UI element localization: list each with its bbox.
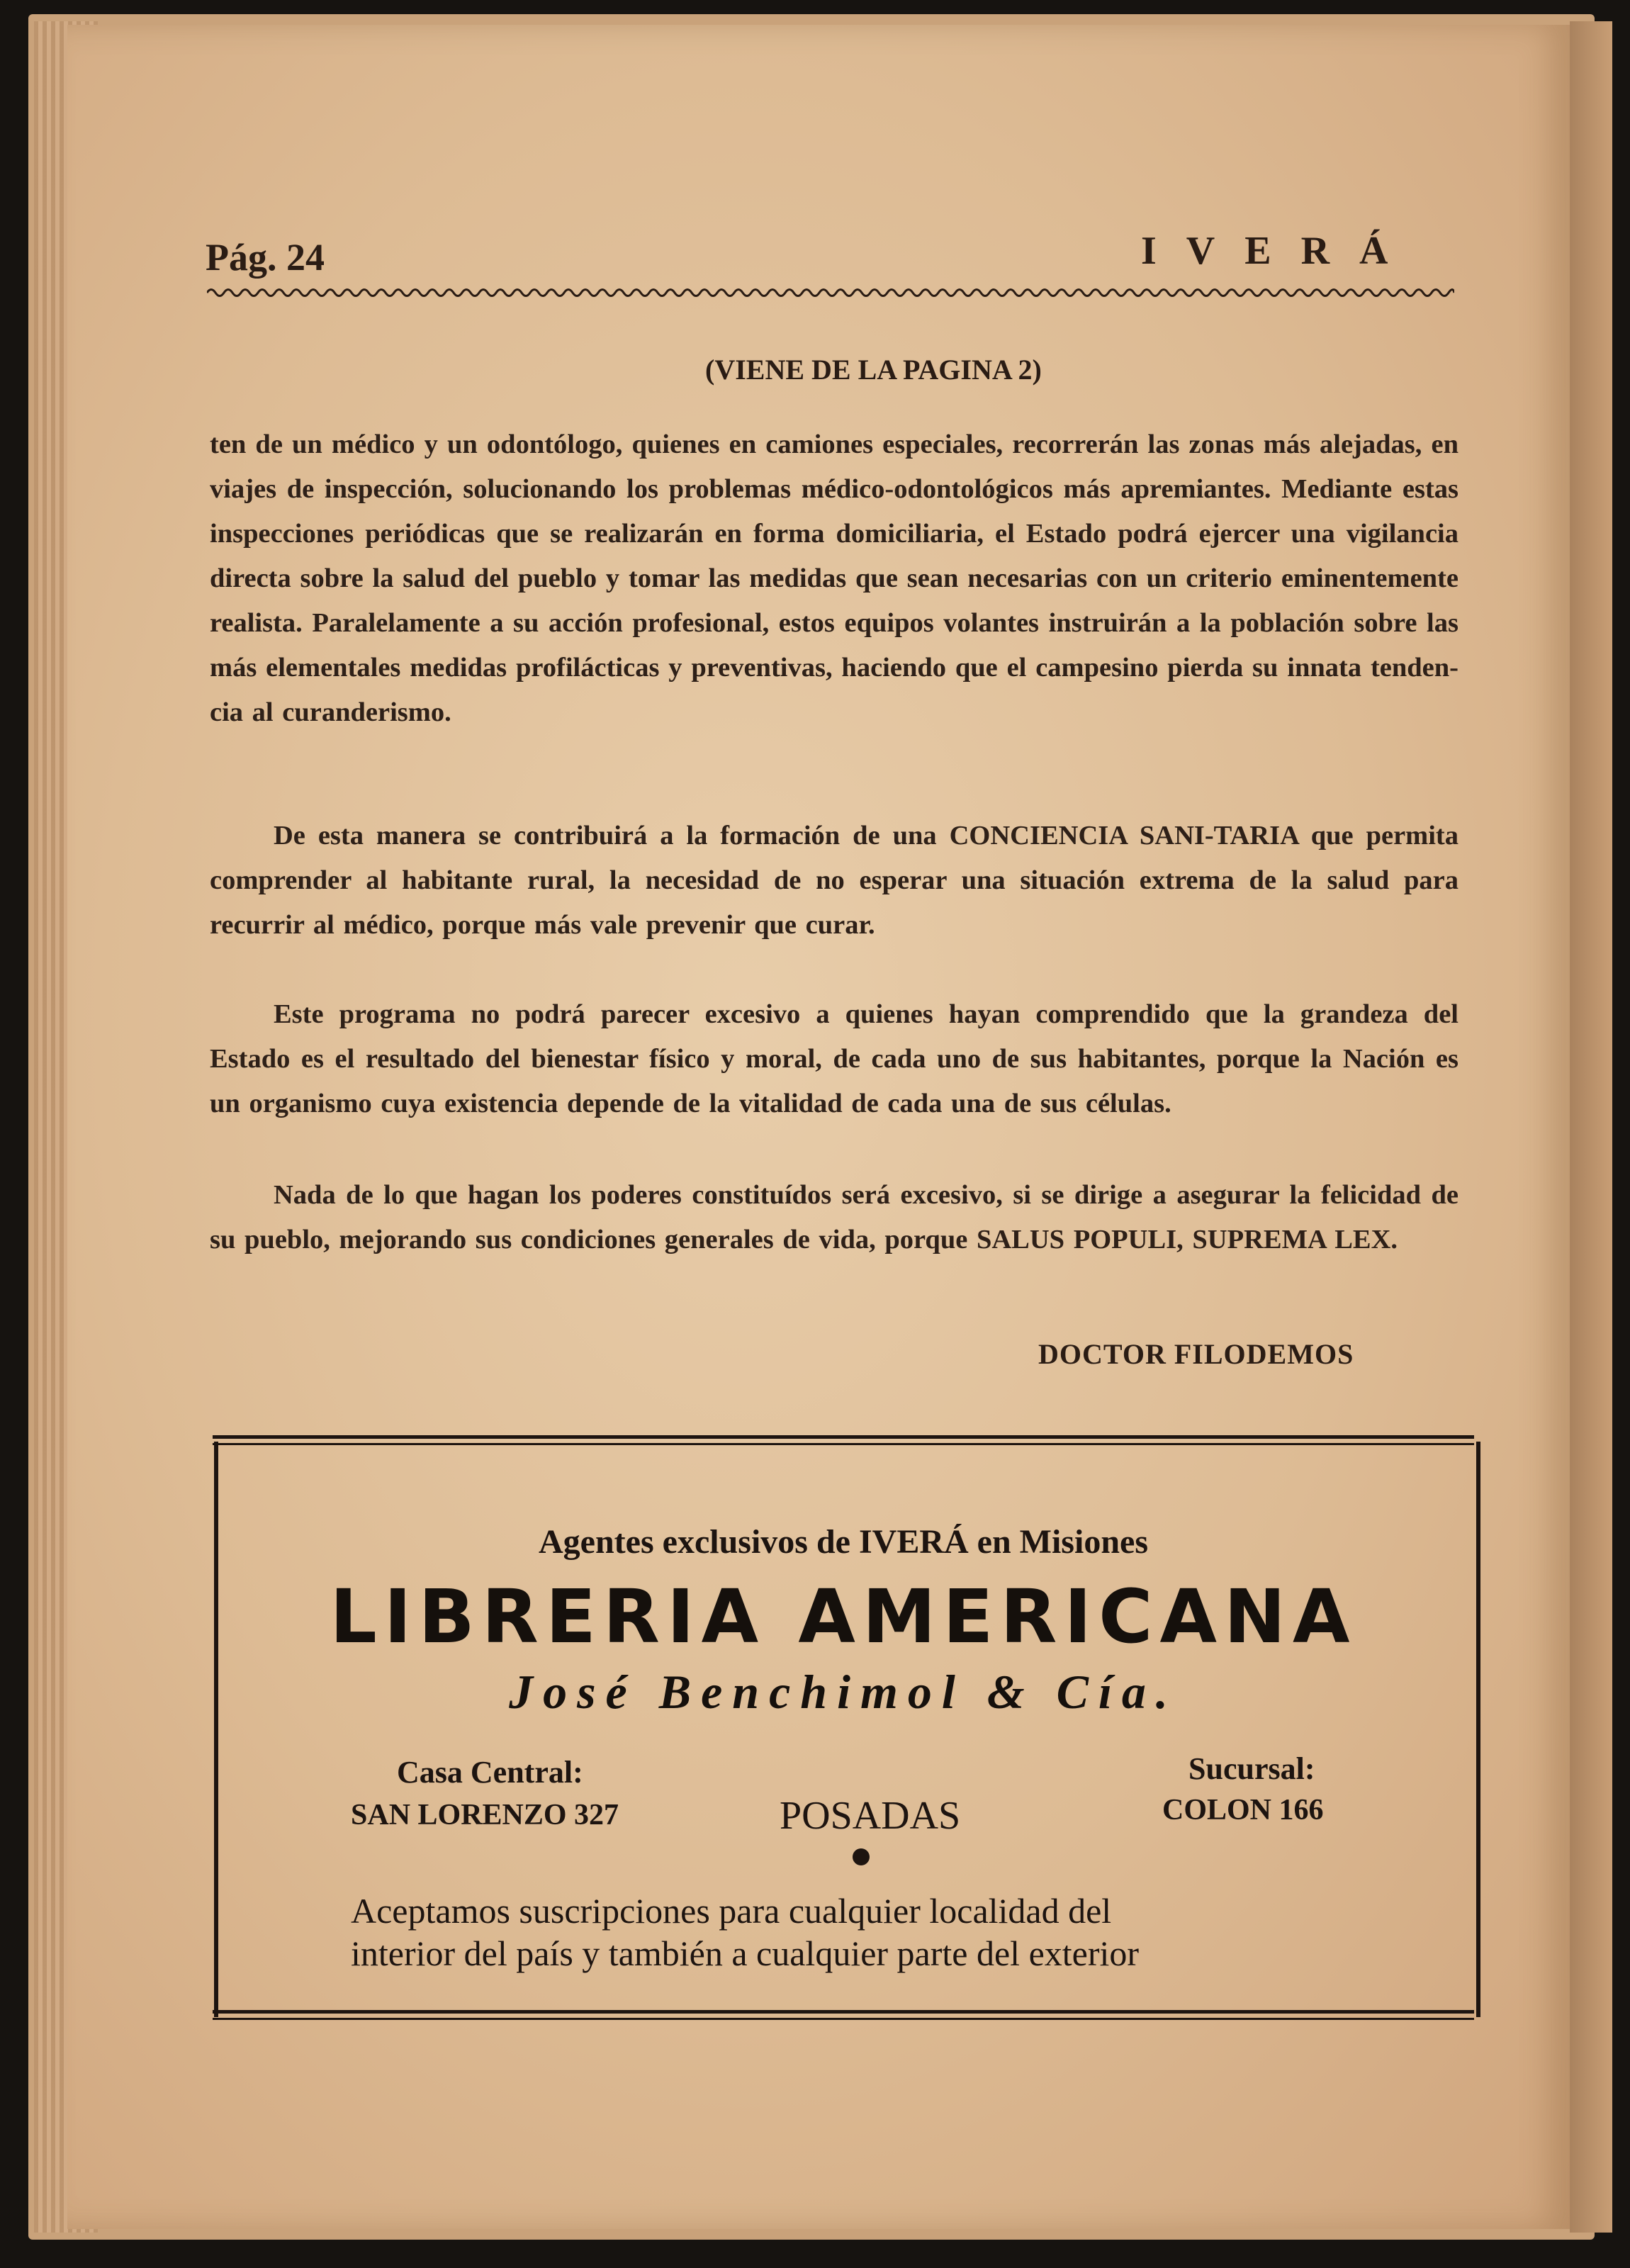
ad-branch-address: COLON 166 bbox=[1162, 1794, 1324, 1826]
page-number: Pág. 24 bbox=[206, 236, 325, 279]
ad-city: POSADAS bbox=[780, 1794, 961, 1838]
ad-owner-name: José Benchimol & Cía. bbox=[509, 1665, 1178, 1719]
article-paragraph-3: Este programa no podrá parecer excesivo a quienes hayan comprendido que la grandeza del Estado es el resultado del bienestar físico y moral, de cada uno de sus habitantes, porque la Nación es un organismo cuya existencia depende de la vitalidad de cada una de sus células. bbox=[210, 999, 1458, 1118]
header-wavy-rule bbox=[207, 285, 1454, 301]
ad-central-address: SAN LORENZO 327 bbox=[351, 1799, 619, 1831]
ad-bottom-border bbox=[213, 2010, 1474, 2020]
ad-footer-text bbox=[351, 1890, 1357, 1975]
masthead-title: IVERÁ bbox=[1141, 229, 1418, 273]
ad-headline: Agentes exclusivos de IVERÁ en Misiones bbox=[539, 1523, 1148, 1561]
ad-branch-label: Sucursal: bbox=[1188, 1751, 1315, 1786]
ad-central-label: Casa Central: bbox=[397, 1755, 583, 1790]
bullet-dot-icon bbox=[853, 1848, 870, 1865]
ad-store-name: LIBRERIA AMERICANA bbox=[330, 1573, 1357, 1660]
ad-footer-line-1: Aceptamos suscripciones para cualquier localidad del bbox=[351, 1891, 1112, 1931]
ad-footer-line-2: interior del país y también a cualquier parte del exterior bbox=[351, 1933, 1140, 1973]
facing-page-edge bbox=[1570, 21, 1612, 2233]
article-paragraph-2: De esta manera se contribuirá a la formación de una CONCIENCIA SANI-TARIA que permita comprender al habitante rural, la necesidad de no esperar una situación extrema de la salud para recurrir al médico, porque más vale prevenir que curar. bbox=[210, 821, 1458, 940]
article-paragraph-1: ten de un médico y un odontólogo, quienes en camiones especiales, recorrerán las zonas más alejadas, en viajes de inspección, solucionando los problemas médico-odontológicos más apremiantes. Mediante estas inspecciones periódicas que se realizarán en forma domiciliaria, el Estado podrá ejercer una vigilancia directa sobre la salud del pueblo y tomar las medidas que sean necesarias con un criterio eminentemente realista. Paralelamente a su acción profesional, estos equipos volantes instruirán a la población sobre las más elementales medidas profilácticas y preventivas, haciendo que el campesino pierda su innata tenden-cia al curanderismo. bbox=[210, 430, 1458, 727]
author-signature: DOCTOR FILODEMOS bbox=[1038, 1338, 1354, 1370]
continued-from-note: (VIENE DE LA PAGINA 2) bbox=[705, 354, 1042, 386]
article-paragraph-4: Nada de lo que hagan los poderes constituídos será excesivo, si se dirige a asegurar la felicidad de su pueblo, mejorando sus condiciones generales de vida, porque SALUS POPULI, SUPREMA LEX. bbox=[210, 1180, 1458, 1254]
